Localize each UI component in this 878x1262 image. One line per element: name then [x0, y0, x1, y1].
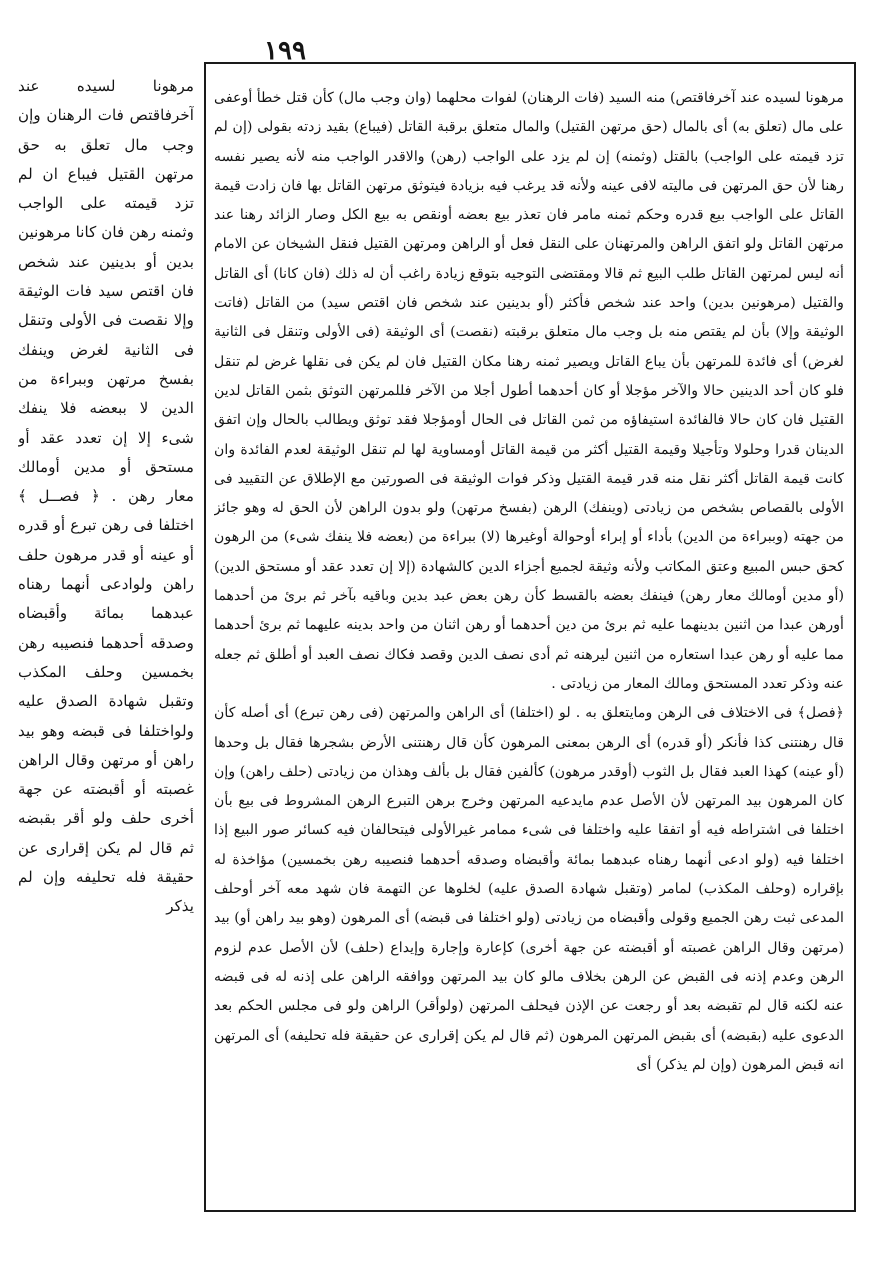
commentary-paragraph: مرهونا لسيده عند آخرفاقتص) منه السيد (فات الرهنان) لفوات محلهما (وان وجب مال) كأن قتل خطأ أوعفى على مال (تعلق به) أى بالمال (حق مرتهن القتيل) والمال متعلق برقبة القاتل (فيباع) بقيد زدته بقولى (إن لم تزد قيمته على الواجب) بالقتل (وثمنه) إن لم يزد على الواجب (رهن) والاقدر الواجب منه لأنه يصير نفسه رهنا لأن حق المرتهن فى ماليته لافى عينه ولأنه قد يرغب فيه بزيادة فيتوثق مرتهن القاتل بها فان زادت قيمة القاتل على الواجب بيع قدره وحكم ثمنه مامر فان تعذر بيع بعضه أونقص به بيع الكل وصار الزائد رهنا عند مرتهن القاتل ولو اتفق الراهن والمرتهنان على النقل فعل أو الراهن ومرتهن القتيل فنقل الشيخان عن الامام أنه ليس لمرتهن القاتل طلب البيع ثم قالا ومقتضى التوجيه بتوقع زيادة راغب أن له ذلك (فان كانا) أى القاتل والقتيل (مرهونين بدين) واحد عند شخص فأكثر (أو بدينين عند شخص فان اقتص سيد) من القاتل (فاتت الوثيقة وإلا) بأن لم يقتص منه بل وجب مال متعلق برقبته (نقصت) أى الوثيقة (فى الأولى وتنقل فى الثانية لغرض) أى فائدة للمرتهن بأن يباع القاتل ويصير ثمنه رهنا مكان القتيل فان لم يكن فى نقلها غرض لم تنقل فلو كان أحد الدينين حالا والآخر مؤجلا أو كان أحدهما أطول أجلا من الآخر فللمرتهن التوثق بثمن القاتل لدين القتيل فان كان حالا فالفائدة استيفاؤه من ثمن القاتل فى الحال أومؤجلا فقد توثق ويطالب بالحال وإن اتفق الدينان قدرا وحلولا وتأجيلا وقيمة القتيل أكثر من قيمة القاتل أومساوية لها لم تنقل الوثيقة لعدم الفائدة وان كانت قيمة القاتل أكثر نقل منه قدر قيمة القتيل وذكر فوات الوثيقة فى الصورتين مع الإطلاق عن التقييد فى الأولى بالقصاص بشخص من زيادتى (وينفك) الرهن (بفسخ مرتهن) ولو بدون الراهن لأن الحق له وهو جائز من جهته (وببراءة من الدين) بأداء أو إبراء أوحوالة أوغيرها (لا) ببراءة من (بعضه فلا ينفك شىء) من الرهون كحق حبس المبيع وعتق المكاتب ولأنه وثيقة لجميع أجزاء الدين كالشهادة (إلا إن تعدد عقد أو مستحق الدين) (أو مدين أومالك معار رهن) فينفك بعضه بالقسط كأن رهن بعض عبد بدين وباقيه بآخر ثم برئ من أحدهما أورهن عبدا من اثنين بدينهما عليه ثم برئ من دين أحدهما أو رهن اثنان من واحد بدينه عليهما ثم برئ أحدهما مما عليه أو رهن عبدا استعاره من اثنين ليرهنه ثم أدى نصف الدين وقصد فكاك نصف العبد أو أطلق ثم جعله عنه وذكر تعدد المستحق ومالك المعار من زيادتى .	[214, 90, 844, 692]
margin-paragraph: مرهونا لسيده عند آخرفاقتص فات الرهنان وإن وجب مال تعلق به حق مرتهن القتيل فيباع ان لم تزد قيمته على الواجب وثمنه رهن فان كانا مرهونين بدين أو بدينين عند شخص فان اقتص سيد فات الوثيقة وإلا نقصت فى الأولى وتنقل فى الثانية لغرض وينفك بفسخ مرتهن وببراءة من الدين لا ببعضه فلا ينفك شىء إلا إن تعدد عقد أو مستحق أو مدين أومالك معار رهن . ﴿ فصــل ﴾ اختلفا فى رهن تبرع أو قدره أو عينه أو قدر مرهون حلف راهن ولوادعى أنهما رهناه عبدهما بمائة وأقبضاه وصدقه أحدهما فنصيبه رهن بخمسين وحلف المكذب وتقبل شهادة الصدق عليه ولواختلفا فى قبضه وهو بيد راهن أو مرتهن وقال الراهن غصبته أو أقبضته عن جهة أخرى حلف ولو أقر بقبضه ثم قال لم يكن إقرارى عن حقيقة فله تحليفه وإن لم يذكر	[18, 77, 194, 916]
commentary-paragraph: ﴿فصل﴾ فى الاختلاف فى الرهن ومايتعلق به . لو (اختلفا) أى الراهن والمرتهن (فى رهن تبرع) أى أصله كأن قال رهنتنى كذا فأنكر (أو قدره) أى الرهن بمعنى المرهون كأن قال رهنتنى الأرض بشجرها فقال بل وحدها (أو عينه) كهذا العبد فقال بل الثوب (أوقدر مرهون) كألفين فقال بل بألف وهذان من زيادتى (حلف راهن) وإن كان المرهون بيد المرتهن لأن الأصل عدم مايدعيه المرتهن وخرج برهن التبرع الرهن المشروط فى بيع بأن اختلفا فى اشتراطه فيه أو اتفقا عليه واختلفا فى شىء ممامر غيرالأولى فيتحالفان فيه كسائر صور البيع إذا اختلفا فيه (ولو ادعى أنهما رهناه عبدهما بمائة وأقبضاه وصدقه أحدهما فنصيبه رهن بخمسين) مؤاخذة له بإقراره (وحلف المكذب) لمامر (وتقبل شهادة الصدق عليه) لخلوها عن التهمة فان شهد معه آخر أوحلف المدعى ثبت رهن الجميع وقولى وأقبضاه من زيادتى (ولو اختلفا فى قبضه) أى المرهون (وهو بيد راهن أو) بيد (مرتهن وقال الراهن غصبته أو أقبضته عن جهة أخرى) كإعارة وإجارة وإيداع (حلف) لأن الأصل عدم لزوم الرهن وعدم إذنه فى القبض عن الرهن بخلاف مالو كان بيد المرتهن ووافقه الراهن على إذنه له فى قبضه عنه لكنه قال لم تقبضه بعد أو رجعت عن الإذن فيحلف المرتهن (ولوأقر) الراهن ولو فى مجلس الحكم بعد الدعوى عليه (بقبضه) أى بقبض المرتهن المرهون (ثم قال لم يكن إقرارى عن حقيقة فله تحليفه) أى المرتهن انه قبض المرهون (وإن لم يذكر) أى	[214, 705, 844, 1073]
margin-text	[18, 72, 194, 1212]
page-number: ١٩٩	[264, 36, 306, 66]
commentary-text	[214, 84, 844, 1210]
